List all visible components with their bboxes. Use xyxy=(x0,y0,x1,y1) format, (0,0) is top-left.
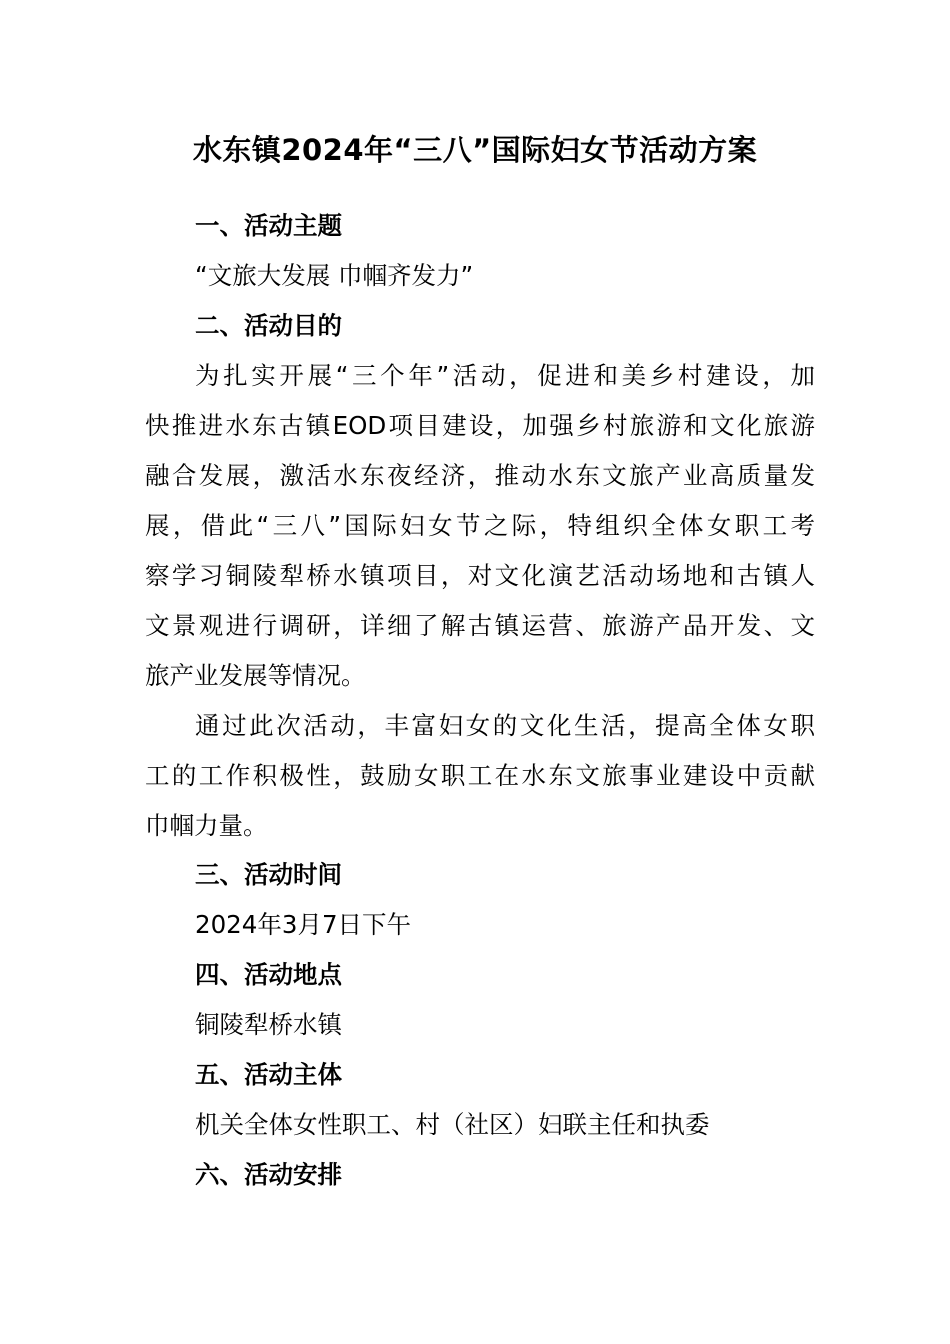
document-title: 水东镇2024年“三八”国际妇女节活动方案 xyxy=(192,133,758,167)
paragraph-line: 察学习铜陵犁桥水镇项目，对文化演艺活动场地和古镇人 xyxy=(145,561,815,590)
section-heading-purpose: 二、活动目的 xyxy=(195,311,342,340)
paragraph-line: 快推进水东古镇EOD项目建设，加强乡村旅游和文化旅游 xyxy=(145,411,815,440)
section-heading-theme: 一、活动主题 xyxy=(195,211,342,240)
paragraph-line: 文景观进行调研，详细了解古镇运营、旅游产品开发、文 xyxy=(145,611,815,640)
paragraph-line: 融合发展，激活水东夜经济，推动水东文旅产业高质量发 xyxy=(145,461,815,490)
paragraph-line: 为扎实开展“三个年”活动，促进和美乡村建设，加 xyxy=(195,361,815,390)
paragraph-line: 巾帼力量。 xyxy=(145,811,268,840)
section-heading-participants: 五、活动主体 xyxy=(195,1060,342,1089)
paragraph-line: 通过此次活动，丰富妇女的文化生活，提高全体女职 xyxy=(195,711,815,740)
section-text-time: 2024年3月7日下午 xyxy=(195,910,412,939)
section-heading-arrangement: 六、活动安排 xyxy=(195,1160,342,1189)
section-heading-location: 四、活动地点 xyxy=(195,960,342,989)
section-text-location: 铜陵犁桥水镇 xyxy=(195,1010,342,1039)
section-text-participants: 机关全体女性职工、村（社区）妇联主任和执委 xyxy=(195,1110,710,1139)
section-text-theme: “文旅大发展 巾帼齐发力” xyxy=(195,261,474,290)
section-heading-time: 三、活动时间 xyxy=(195,860,342,889)
paragraph-line: 旅产业发展等情况。 xyxy=(145,661,366,690)
paragraph-line: 展，借此“三八”国际妇女节之际，特组织全体女职工考 xyxy=(145,511,815,540)
paragraph-line: 工的工作积极性，鼓励女职工在水东文旅事业建设中贡献 xyxy=(145,761,815,790)
